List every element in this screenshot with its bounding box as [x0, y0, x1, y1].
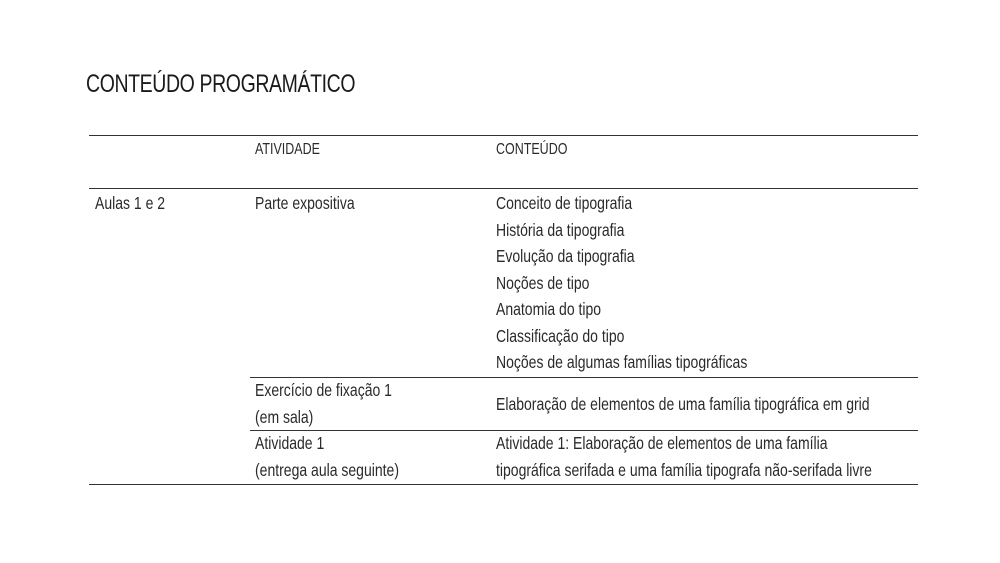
table-bottom-rule	[89, 484, 918, 485]
row3-conteudo-line: Atividade 1: Elaboração de elementos de uma família	[496, 433, 828, 453]
row1-conteudo-line: Noções de tipo	[496, 272, 590, 293]
row2-atividade	[255, 377, 392, 430]
table-top-rule	[89, 135, 918, 136]
row2-atividade-line: (em sala)	[255, 406, 314, 427]
header-rule	[89, 188, 918, 189]
row2-conteudo	[496, 391, 870, 418]
row1-conteudo	[496, 190, 747, 376]
session-label: Aulas 1 e 2	[95, 193, 166, 213]
row1-conteudo-line: Classificação do tipo	[496, 325, 625, 346]
row1-conteudo-line: Anatomia do tipo	[496, 299, 602, 319]
row2-atividade-line: Exercício de fixação 1	[255, 380, 392, 400]
row1-conteudo-line: História da tipografia	[496, 219, 625, 240]
page-title: CONTEÚDO PROGRAMÁTICO	[86, 70, 356, 98]
row1-atividade	[255, 190, 355, 217]
row1-atividade-line: Parte expositiva	[255, 193, 355, 213]
row1-conteudo-line: Conceito de tipografia	[496, 193, 633, 213]
row1-conteudo-line: Evolução da tipografia	[496, 246, 635, 266]
row1-conteudo-line: Noções de algumas famílias tipográficas	[496, 352, 748, 372]
row3-atividade	[255, 430, 399, 483]
row2-conteudo-line: Elaboração de elementos de uma família tipográfica em grid	[496, 394, 870, 414]
row3-conteudo-line: tipográfica serifada e uma família tipografa não-serifada livre	[496, 459, 872, 480]
row3-atividade-line: (entrega aula seguinte)	[255, 459, 399, 480]
header-conteudo: CONTEÚDO	[496, 141, 568, 158]
row3-conteudo	[496, 430, 872, 483]
row3-atividade-line: Atividade 1	[255, 433, 325, 453]
header-atividade: ATIVIDADE	[255, 141, 320, 158]
